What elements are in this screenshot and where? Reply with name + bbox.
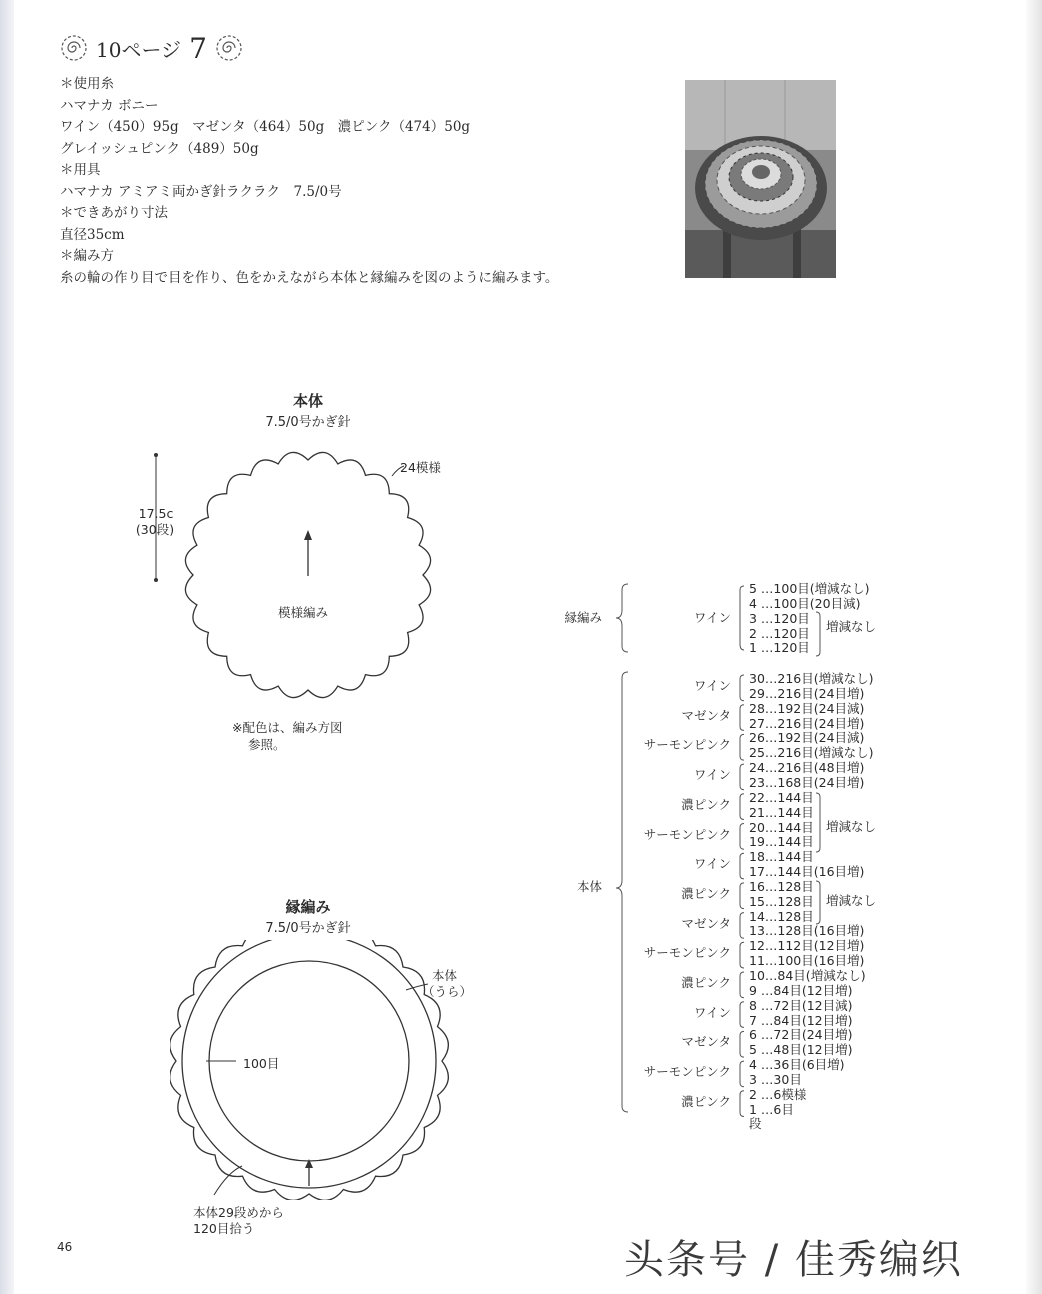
note-bracket (816, 793, 820, 852)
body-row: 23…168目(24目増) (749, 774, 865, 790)
edge-color-label: ワイン (693, 610, 731, 625)
body-row: 4 …36目(6目増) (749, 1057, 845, 1073)
body-row: 8 …72目(12目減) (749, 997, 853, 1013)
info-line: ハマナカ アミアミ両かぎ針ラクラク 7.5/0号 (60, 183, 342, 200)
body-color-label: サーモンピンク (643, 1064, 731, 1080)
edge-row: 5 …100目(増減なし) (749, 581, 870, 596)
body-row: 20…144目 (749, 819, 814, 835)
body-row: 11…100目(16目増) (749, 953, 865, 969)
info-line: ハマナカ ボニー (60, 97, 159, 114)
body-row: 24…216目(48目増) (749, 760, 865, 776)
color-bracket (740, 734, 744, 760)
page-edge-right (1026, 0, 1042, 1294)
materials-info (60, 74, 670, 289)
color-bracket (740, 883, 744, 909)
body-row: 12…112目(12目増) (749, 938, 865, 954)
pickup-note: 本体29段めから (193, 1205, 284, 1220)
color-bracket (740, 1061, 744, 1087)
edge-diagram-title: 縁編み (285, 898, 331, 916)
edge-row: 2 …120目 (749, 626, 810, 641)
body-color-label: サーモンピンク (643, 826, 731, 842)
edge-group-label: 縁編み (564, 610, 602, 625)
color-bracket (740, 972, 744, 998)
body-color-label: 濃ピンク (681, 885, 731, 901)
body-row: 28…192目(24目減) (749, 700, 865, 716)
body-diagram-title: 本体 (292, 392, 323, 410)
edge-row: 3 …120目 (749, 611, 810, 626)
info-line: 直径35cm (60, 226, 125, 243)
info-line: ワイン（450）95g マゼンタ（464）50g 濃ピンク（474）50g (60, 119, 471, 135)
color-bracket (740, 1091, 744, 1117)
no-change-note: 増減なし (826, 893, 877, 908)
color-bracket (740, 942, 744, 968)
color-note-cont: 参照。 (248, 737, 286, 752)
color-bracket (740, 794, 744, 820)
edge-row: 4 …100目(20目減) (749, 596, 861, 611)
spiral-flower-icon (215, 34, 243, 62)
rows-label: (30段) (135, 522, 175, 537)
color-bracket (740, 705, 744, 731)
page-gutter-left (0, 0, 14, 1294)
info-line: グレイッシュピンク（489）50g (60, 140, 259, 157)
body-row: 17…144目(16目増) (749, 864, 865, 880)
body-diagram (140, 440, 440, 710)
body-color-label: マゼンタ (681, 1034, 731, 1050)
watermark: 头条号 / 佳秀编织 (624, 1237, 963, 1283)
info-line: ＊編み方 (60, 248, 114, 264)
body-row: 16…128目 (749, 878, 814, 894)
body-diagram-header (248, 390, 368, 430)
body-row: 29…216目(24目増) (749, 685, 865, 701)
color-bracket (740, 824, 744, 850)
product-photo (685, 80, 836, 278)
body-row: 3 …30目 (749, 1071, 802, 1087)
body-color-label: 濃ピンク (681, 975, 731, 990)
body-color-label: ワイン (693, 1004, 731, 1020)
page-number: 46 (57, 1240, 73, 1254)
color-bracket (740, 853, 744, 879)
color-bracket (740, 764, 744, 790)
info-line: ＊用具 (60, 162, 101, 178)
height-label: 17.5c (138, 506, 174, 521)
info-line: ＊使用糸 (60, 76, 114, 92)
body-color-label: ワイン (693, 856, 731, 872)
body-row: 21…144目 (749, 804, 814, 820)
edge-body-label: 本体 (432, 968, 458, 983)
body-row: 22…144目 (749, 789, 814, 805)
pickup-note-cont: 120目拾う (193, 1221, 255, 1236)
edge-diagram (170, 940, 473, 1200)
body-row: 30…216目(増減なし) (749, 671, 874, 686)
color-bracket (740, 675, 744, 701)
edge-back-label: （うら） (422, 984, 473, 999)
dan-label: 段 (749, 1116, 762, 1131)
repeat-count-label: 24模様 (400, 460, 441, 475)
body-hook-size: 7.5/0号かぎ針 (265, 415, 351, 430)
body-row: 26…192目(24目減) (749, 730, 865, 746)
body-row: 13…128目(16目増) (749, 923, 865, 939)
edge-diagram-header (248, 896, 368, 936)
body-row: 18…144目 (749, 849, 814, 865)
pattern-number: 7 (189, 31, 207, 65)
note-bracket (816, 881, 820, 924)
body-row: 10…84目(増減なし) (749, 968, 866, 983)
body-color-label: 濃ピンク (681, 796, 731, 812)
body-row: 5 …48目(12目増) (749, 1042, 853, 1058)
edge-rows-bracket (740, 586, 744, 650)
body-color-label: ワイン (693, 678, 731, 693)
pattern-header (60, 30, 243, 66)
body-row: 25…216目(増減なし) (749, 745, 874, 761)
body-color-label: ワイン (693, 767, 731, 783)
color-bracket (740, 1031, 744, 1057)
info-line: 糸の輪の作り目で目を作り、色をかえながら本体と縁編みを図のように編みます。 (60, 269, 559, 286)
body-color-label: サーモンピンク (643, 945, 731, 961)
body-row: 27…216目(24目増) (749, 715, 865, 731)
color-bracket (740, 1002, 744, 1028)
body-row: 19…144目 (749, 834, 814, 850)
no-change-note: 増減なし (826, 819, 877, 834)
stitch-pattern-label: 模様編み (278, 605, 329, 620)
body-color-label: サーモンピンク (643, 737, 731, 753)
body-row: 1 …6目 (749, 1101, 794, 1117)
color-bracket (740, 913, 744, 939)
body-row: 14…128目 (749, 908, 814, 924)
edge-hook-size: 7.5/0号かぎ針 (265, 921, 351, 936)
body-row: 6 …72目(24目増) (749, 1027, 853, 1043)
body-row: 9 …84目(12目増) (749, 982, 853, 998)
color-note: ※配色は、編み方図 (232, 720, 343, 735)
spiral-flower-icon (60, 34, 88, 62)
body-group-label: 本体 (576, 879, 602, 894)
body-row: 2 …6模様 (749, 1086, 807, 1102)
edge-stitch-count: 100目 (243, 1056, 280, 1071)
edge-no-change-note: 増減なし (826, 619, 877, 634)
info-line: ＊できあがり寸法 (60, 205, 168, 221)
edge-row: 1 …120目 (749, 640, 810, 655)
body-color-label: マゼンタ (681, 915, 731, 931)
note-bracket (816, 612, 820, 656)
body-row: 7 …84目(12目増) (749, 1012, 853, 1028)
body-color-label: マゼンタ (681, 707, 731, 723)
body-color-label: 濃ピンク (681, 1093, 731, 1109)
table-braces (600, 580, 900, 1120)
page-reference: 10ページ (96, 37, 182, 62)
body-row: 15…128目 (749, 893, 814, 909)
